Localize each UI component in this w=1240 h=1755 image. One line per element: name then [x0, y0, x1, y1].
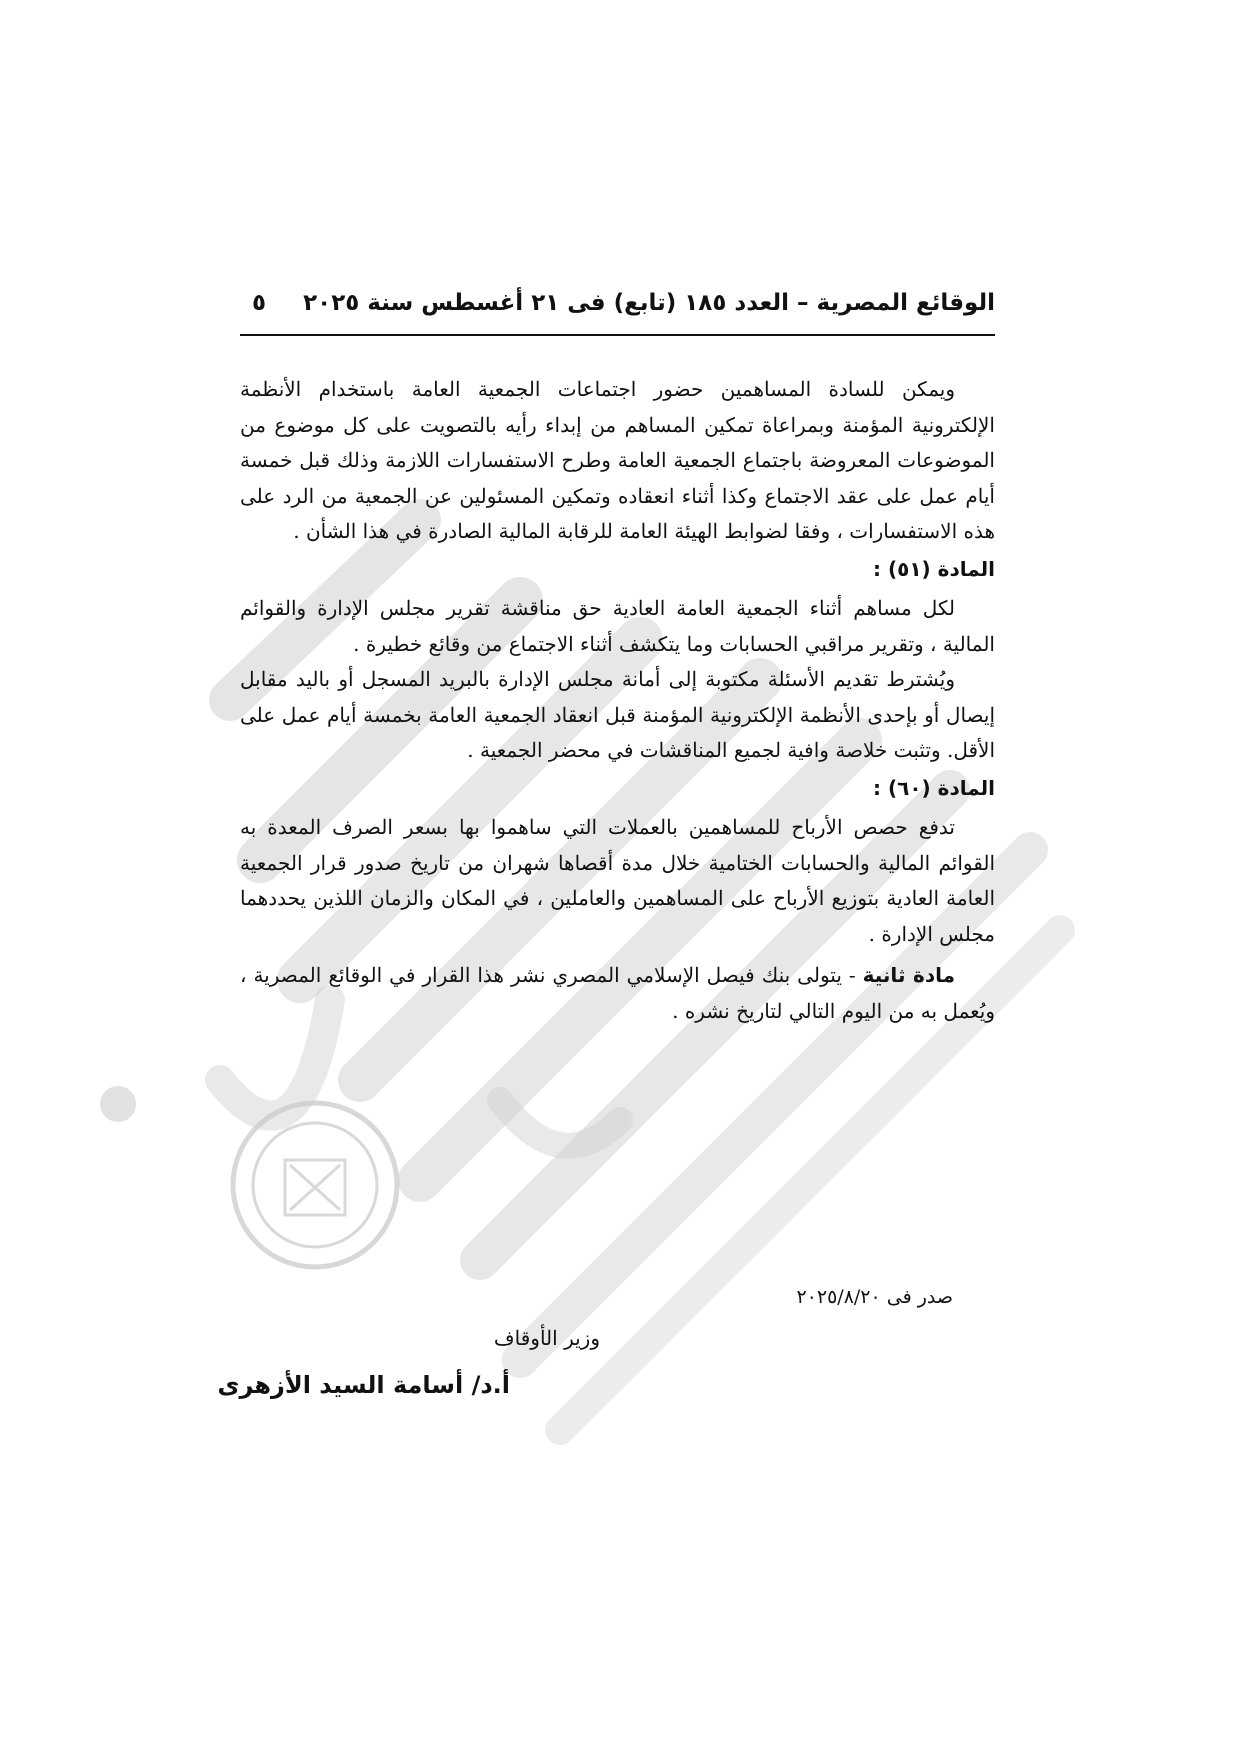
- paragraph-electronic-attendance: ويمكن للسادة المساهمين حضور اجتماعات الجمعية العامة باستخدام الأنظمة الإلكترونية المؤمنة وبمراعاة تمكين المساهم من إبداء رأيه بالتصويت على كل موضوع من الموضوعات المعروضة باجتماع الجمعية العامة وطرح الاستفسارات اللازمة وذلك قبل خمسة أيام عمل على عقد الاجتماع وكذا أثناء انعقاده وتمكين المسئولين عن الجمعية من الرد على هذه الاستفسارات ، وفقا لضوابط الهيئة العامة للرقابة المالية الصادرة في هذا الشأن .: [240, 377, 995, 543]
- article-two-lead: مادة ثانية: [862, 963, 956, 987]
- document-page: [217, 0, 995, 1755]
- issue-date: صدر فى ٢٠٢٥/٨/٢٠: [796, 1286, 953, 1308]
- signatory-name: أ.د/ أسامة السيد الأزهرى: [217, 1371, 510, 1399]
- paragraph-dividends: تدفع حصص الأرباح للمساهمين بالعملات التي ساهموا بها بسعر الصرف المعدة به القوائم المالية والحسابات الختامية خلال مدة أقصاها شهران من تاريخ صدور قرار الجمعية العامة العادية بتوزيع الأرباح على المساهمين والعاملين ، في المكان والزمان اللذين يحددهما مجلس الإدارة .: [240, 815, 995, 946]
- gazette-title: الوقائع المصرية – العدد ١٨٥ (تابع) فى ٢١ أغسطس سنة ٢٠٢٥: [303, 290, 995, 316]
- document-body: [240, 372, 995, 1029]
- article-60-heading: المادة (٦٠) :: [873, 775, 995, 800]
- page-number: ٥: [252, 290, 267, 316]
- paragraph-shareholder-discussion: لكل مساهم أثناء الجمعية العامة العادية حق مناقشة تقرير مجلس الإدارة والقوائم المالية ، وتقرير مراقبي الحسابات وما يتكشف أثناء الاجتماع من وقائع خطيرة .: [240, 596, 995, 656]
- article-two-text: - يتولى بنك فيصل الإسلامي المصري نشر هذا القرار في الوقائع المصرية ، ويُعمل به من اليوم التالي لتاريخ نشره .: [240, 963, 995, 1023]
- paragraph-article-two: [240, 958, 995, 1029]
- signatory-title: وزير الأوقاف: [493, 1326, 600, 1350]
- header-divider: [240, 334, 995, 336]
- paragraph-questions-submission: ويُشترط تقديم الأسئلة مكتوبة إلى أمانة مجلس الإدارة بالبريد المسجل أو باليد مقابل إيصال أو بإحدى الأنظمة الإلكترونية المؤمنة قبل انعقاد الجمعية العامة بخمسة أيام عمل على الأقل. وتثبت خلاصة وافية لجميع المناقشات في محضر الجمعية .: [240, 667, 995, 762]
- article-51-heading: المادة (٥١) :: [873, 556, 995, 581]
- page-header: [240, 286, 995, 326]
